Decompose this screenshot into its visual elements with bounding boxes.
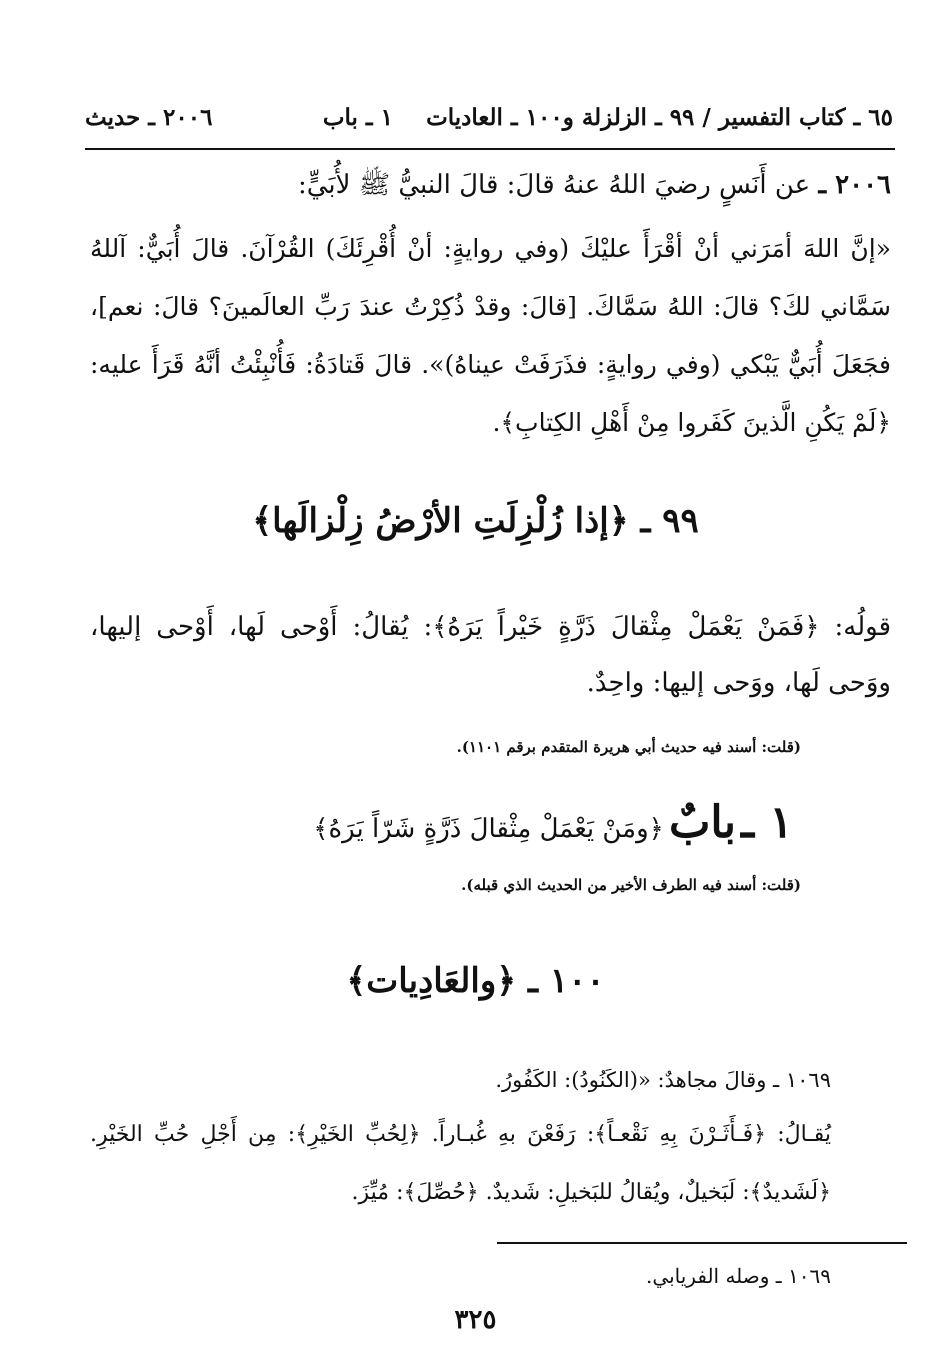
header-chapter-title: ٦٥ ـ كتاب التفسير / ٩٩ ـ الزلزلة و١٠٠ ـ العاديات <box>426 104 893 131</box>
hadith-2006-line-1 <box>298 168 891 206</box>
sura-100-heading: ١٠٠ ـ ﴿والعَادِيات﴾ <box>346 961 605 1001</box>
header-hadith-number: ٢٠٠٦ ـ حديث <box>85 104 213 131</box>
bab-word: بابٌ <box>668 797 737 848</box>
sura-99-heading: ٩٩ ـ ﴿إذا زُلْزِلَتِ الأرْضُ زِلْزالَها﴾ <box>252 501 699 541</box>
hadith-2006-line-2: «إنَّ اللهَ أمَرَني أنْ أقْرَأَ عليْكَ (وفي روايةٍ: أنْ أُقْرِئَكَ) القُرْآنَ. قالَ أُبَيٌّ: آللهُ <box>90 234 891 263</box>
header-rule <box>85 148 895 150</box>
sura-99-line-2: ووَحى لَها، ووَحى إليها: واحِدٌ. <box>586 668 891 698</box>
bab-1-note: (قلت: أسند فيه الطرف الأخير من الحديث الذي قبله). <box>461 876 801 894</box>
sura-99-note: (قلت: أسند فيه حديث أبي هريرة المتقدم برقم ١١٠١). <box>456 738 801 756</box>
hadith-isnad: عن أَنَسٍ رضيَ اللهُ عنهُ قالَ: قالَ النبيُّ ﷺ لأُبَيٍّ: <box>297 170 811 200</box>
bab-number: ١ ـ <box>741 797 793 848</box>
page-number: ٣٢٥ <box>454 1305 497 1335</box>
header-bab: ١ ـ باب <box>322 104 393 131</box>
hadith-2006-line-3: سَمَّاني لكَ؟ قالَ: اللهُ سَمَّاكَ. [قالَ: وقدْ ذُكِرْتُ عندَ رَبِّ العالَمينَ؟ قالَ: نعم]، <box>90 292 891 321</box>
hadith-2006-line-5: ﴿لَمْ يَكُنِ الَّذينَ كَفَروا مِنْ أَهْلِ الكِتابِ﴾. <box>492 408 891 437</box>
hadith-number: ٢٠٠٦ ـ <box>818 170 891 200</box>
footnote-rule <box>497 1242 907 1244</box>
sura-100-line-2: يُقـالُ: ﴿فَـأَثَـرْنَ بِهِ نَقْعـاً﴾: رَفَعْنَ بهِ غُبـاراً. ﴿لِحُبِّ الخَيْرِ﴾: مِن أَجْلِ حُبِّ الخَيْرِ. <box>90 1122 831 1147</box>
running-header <box>85 102 893 142</box>
sura-99-line-1: قولُه: ﴿فَمَنْ يَعْمَلْ مِثْقالَ ذَرَّةٍ خَيْراً يَرَهُ﴾: يُقالُ: أَوْحى لَها، أَوْحى إليها، <box>90 612 891 642</box>
sura-100-line-3: ﴿لَشَديدٌ﴾: لَبَخيلٌ، ويُقالُ للبَخيلِ: شَديدٌ. ﴿حُصِّلَ﴾: مُيِّزَ. <box>351 1180 831 1205</box>
sura-100-line-1: ١٠٦٩ ـ وقالَ مجاهدٌ: «(الكَنُودُ): الكَفُورُ. <box>495 1068 831 1092</box>
bab-1-heading <box>313 797 793 848</box>
hadith-2006-line-4: فجَعَلَ أُبَيٌّ يَبْكي (وفي روايةٍ: فذَرَفَتْ عيناهُ)». قالَ قَتادَةُ: فَأُنْبِئْتُ أنَّهُ قَرَأَ عليه: <box>90 350 891 379</box>
footnote: ١٠٦٩ ـ وصله الفريابي. <box>646 1264 831 1288</box>
bab-ayah: ﴿ومَنْ يَعْمَلْ مِثْقالَ ذَرَّةٍ شَرّاً يَرَهُ﴾ <box>313 814 664 844</box>
